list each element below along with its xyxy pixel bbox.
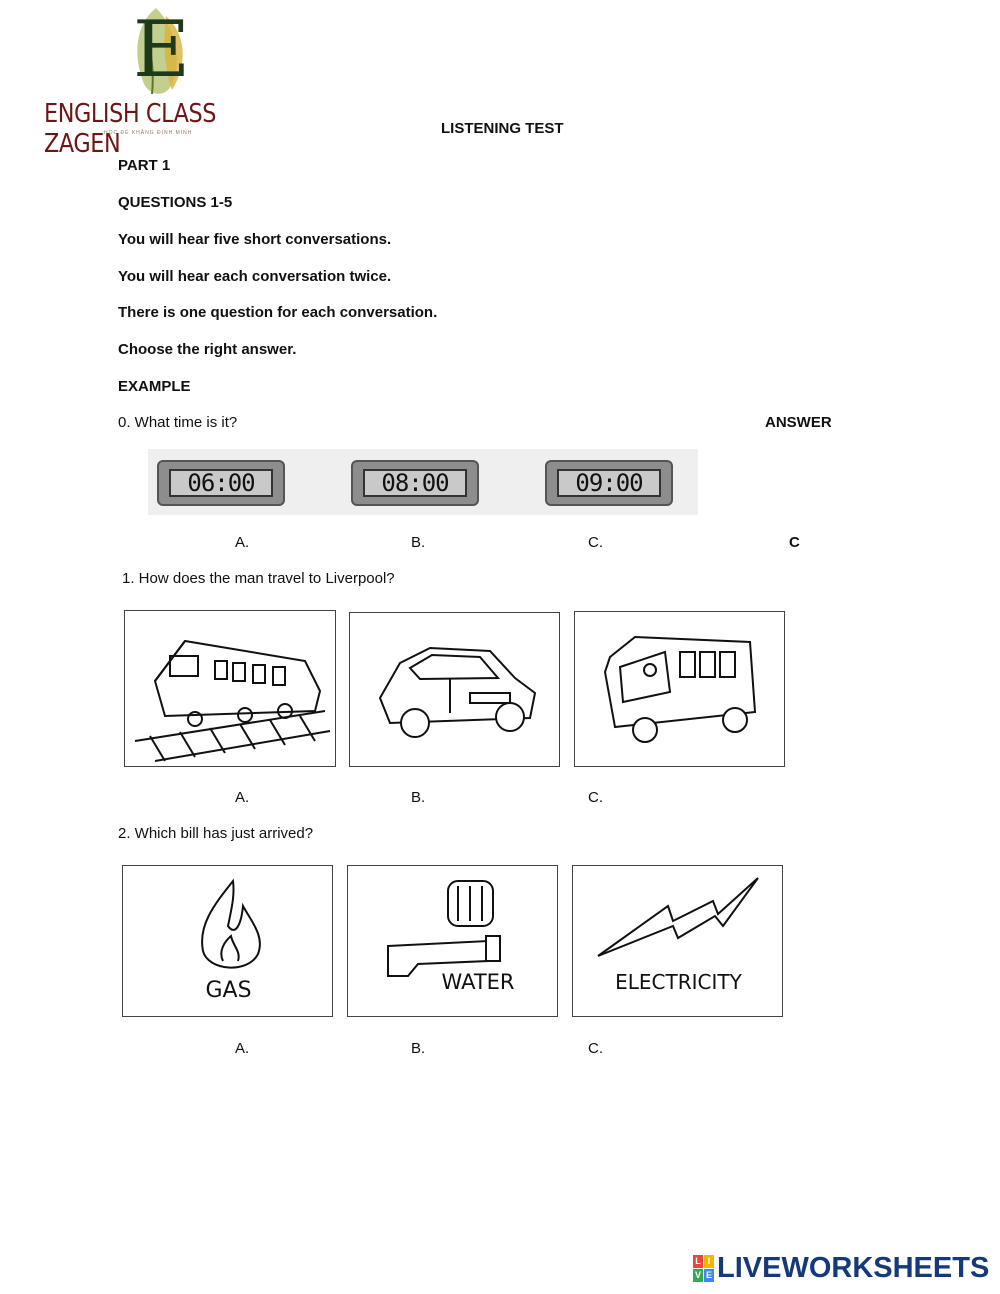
option-label-a: A. [235, 1040, 250, 1057]
picture-option-b[interactable] [349, 612, 560, 767]
example-heading: EXAMPLE [118, 378, 191, 395]
instruction-2: You will hear each conversation twice. [118, 268, 392, 285]
picture-label-electricity: ELECTRICITY [615, 970, 742, 994]
questions-heading: QUESTIONS 1-5 [118, 194, 233, 211]
clock-display: 09:00 [557, 469, 661, 497]
instruction-1: You will hear five short conversations. [118, 231, 392, 248]
live-badge-icon [693, 1255, 715, 1283]
example-question: 0. What time is it? [118, 414, 238, 431]
picture-label-water: WATER [441, 970, 515, 994]
lightning-icon [573, 866, 784, 1018]
page-title: LISTENING TEST [441, 120, 564, 137]
liveworksheets-logo[interactable] [693, 1252, 993, 1286]
question-2: 2. Which bill has just arrived? [118, 825, 314, 842]
logo [40, 4, 280, 159]
picture-option-c[interactable] [574, 611, 785, 767]
option-label-b: B. [411, 534, 426, 551]
option-label-a: A. [235, 534, 250, 551]
instruction-4: Choose the right answer. [118, 341, 297, 358]
picture-option-b[interactable] [347, 865, 558, 1017]
badge-letter: V [694, 1270, 701, 1280]
part-heading: PART 1 [118, 157, 171, 174]
option-label-b: B. [411, 789, 426, 806]
question-1: 1. How does the man travel to Liverpool? [122, 570, 395, 587]
picture-option-a[interactable] [124, 610, 336, 767]
option-label-a: A. [235, 789, 250, 806]
answer-heading: ANSWER [765, 414, 832, 431]
train-icon [125, 611, 337, 768]
clock-display: 08:00 [363, 469, 467, 497]
option-label-c: C. [588, 1040, 603, 1057]
clock-option-b [351, 460, 479, 506]
picture-option-c[interactable] [572, 865, 783, 1017]
logo-name: ENGLISH CLASS ZAGEN [44, 99, 217, 159]
brand-name: LIVEWORKSHEETS [717, 1252, 990, 1284]
badge-letter: L [693, 1255, 703, 1268]
instruction-3: There is one question for each conversation. [118, 304, 438, 321]
clock-option-a [157, 460, 285, 506]
logo-tagline: HỌC ĐỂ KHẲNG ĐỊNH MÌNH [104, 130, 193, 136]
badge-letter: E [705, 1270, 712, 1280]
picture-option-a[interactable] [122, 865, 333, 1017]
option-label-c: C. [588, 534, 603, 551]
clock-option-c [545, 460, 673, 506]
option-label-c: C. [588, 789, 603, 806]
water-tap-icon [348, 866, 559, 1018]
badge-letter: I [704, 1255, 714, 1268]
example-answer: C [789, 534, 800, 551]
logo-letter: E [133, 5, 190, 95]
picture-label-gas: GAS [205, 978, 252, 1003]
option-label-b: B. [411, 1040, 426, 1057]
car-icon [350, 613, 561, 768]
bus-icon [575, 612, 786, 768]
clock-display: 06:00 [169, 469, 273, 497]
